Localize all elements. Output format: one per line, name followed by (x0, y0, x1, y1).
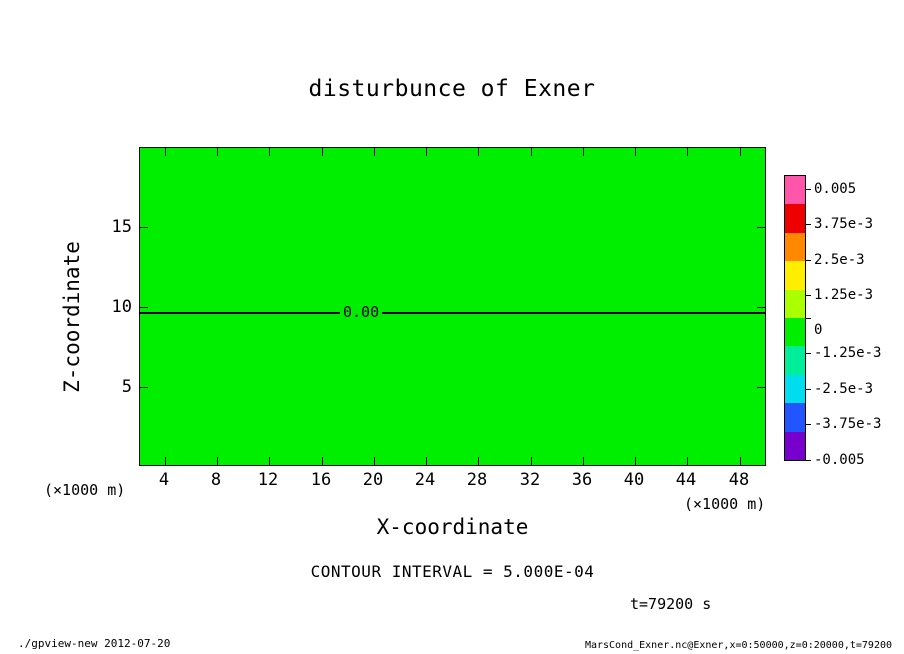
colorbar-swatch (785, 318, 805, 346)
x-tick-label: 24 (414, 470, 436, 490)
y-axis-title: Z-coordinate (60, 241, 84, 393)
colorbar-swatch (785, 204, 805, 232)
plot-area (139, 147, 766, 466)
time-label: t=79200 s (630, 595, 712, 613)
x-tick-bottom (478, 457, 479, 465)
colorbar-tick (806, 389, 811, 390)
footer-right: MarsCond_Exner.nc@Exner,x=0:50000,z=0:20000,t=79200 (584, 640, 892, 651)
x-tick-top (322, 148, 323, 156)
x-tick-label: 16 (310, 470, 332, 490)
y-tick-label: 10 (111, 297, 132, 317)
x-tick-bottom (687, 457, 688, 465)
y-tick-left (140, 307, 148, 308)
y-tick-right (757, 307, 765, 308)
colorbar-tick (806, 460, 811, 461)
colorbar-swatch (785, 261, 805, 289)
x-tick-top (687, 148, 688, 156)
x-tick-top (635, 148, 636, 156)
x-tick-label: 32 (519, 470, 541, 490)
x-units-right: (×1000 m) (684, 495, 766, 513)
colorbar-label: -1.25e-3 (814, 345, 882, 361)
x-tick-bottom (217, 457, 218, 465)
y-tick-right (757, 387, 765, 388)
x-tick-top (165, 148, 166, 156)
x-tick-label: 44 (675, 470, 697, 490)
y-tick-label: 5 (121, 377, 132, 397)
colorbar-swatch (785, 432, 805, 460)
x-tick-label: 4 (158, 470, 170, 490)
colorbar-tick (806, 189, 811, 190)
colorbar (784, 175, 806, 461)
colorbar-swatch (785, 346, 805, 374)
x-tick-top (426, 148, 427, 156)
colorbar-swatch (785, 375, 805, 403)
x-tick-top (531, 148, 532, 156)
x-tick-label: 48 (728, 470, 750, 490)
x-tick-label: 36 (571, 470, 593, 490)
colorbar-tick (806, 224, 811, 225)
colorbar-tick (806, 424, 811, 425)
x-tick-label: 8 (210, 470, 222, 490)
x-tick-bottom (583, 457, 584, 465)
y-tick-left (140, 387, 148, 388)
colorbar-label: -3.75e-3 (814, 416, 882, 432)
contour-interval-note: CONTOUR INTERVAL = 5.000E-04 (310, 562, 595, 581)
colorbar-label: -0.005 (814, 452, 865, 468)
x-tick-bottom (165, 457, 166, 465)
x-tick-bottom (740, 457, 741, 465)
y-tick-label: 15 (111, 217, 132, 237)
x-tick-label: 40 (623, 470, 645, 490)
x-tick-bottom (374, 457, 375, 465)
colorbar-label: -2.5e-3 (814, 381, 874, 397)
x-tick-top (583, 148, 584, 156)
colorbar-label: 2.5e-3 (814, 252, 865, 268)
colorbar-label: 0.005 (814, 181, 857, 197)
x-tick-top (374, 148, 375, 156)
x-tick-bottom (635, 457, 636, 465)
colorbar-tick (806, 295, 811, 296)
x-tick-top (269, 148, 270, 156)
colorbar-label: 1.25e-3 (814, 287, 874, 303)
colorbar-tick (806, 353, 811, 354)
x-tick-label: 12 (257, 470, 279, 490)
x-tick-top (478, 148, 479, 156)
chart-title: disturbunce of Exner (308, 76, 596, 102)
x-tick-bottom (322, 457, 323, 465)
colorbar-tick (806, 260, 811, 261)
x-tick-label: 20 (362, 470, 384, 490)
colorbar-swatch (785, 176, 805, 204)
y-tick-left (140, 227, 148, 228)
x-axis-title: X-coordinate (376, 515, 529, 539)
colorbar-label: 3.75e-3 (814, 216, 874, 232)
x-tick-top (217, 148, 218, 156)
colorbar-swatch (785, 290, 805, 318)
contour-label-zero: 0.00 (340, 303, 382, 321)
x-tick-top (740, 148, 741, 156)
y-tick-right (757, 227, 765, 228)
x-tick-bottom (426, 457, 427, 465)
colorbar-label: 0 (814, 322, 823, 338)
colorbar-swatch (785, 403, 805, 431)
x-tick-label: 28 (466, 470, 488, 490)
x-tick-bottom (531, 457, 532, 465)
x-units-left: (×1000 m) (44, 481, 126, 499)
colorbar-tick (806, 318, 811, 319)
footer-left: ./gpview-new 2012-07-20 (18, 637, 171, 650)
contour-line-zero (140, 312, 766, 314)
x-tick-bottom (269, 457, 270, 465)
colorbar-swatch (785, 233, 805, 261)
